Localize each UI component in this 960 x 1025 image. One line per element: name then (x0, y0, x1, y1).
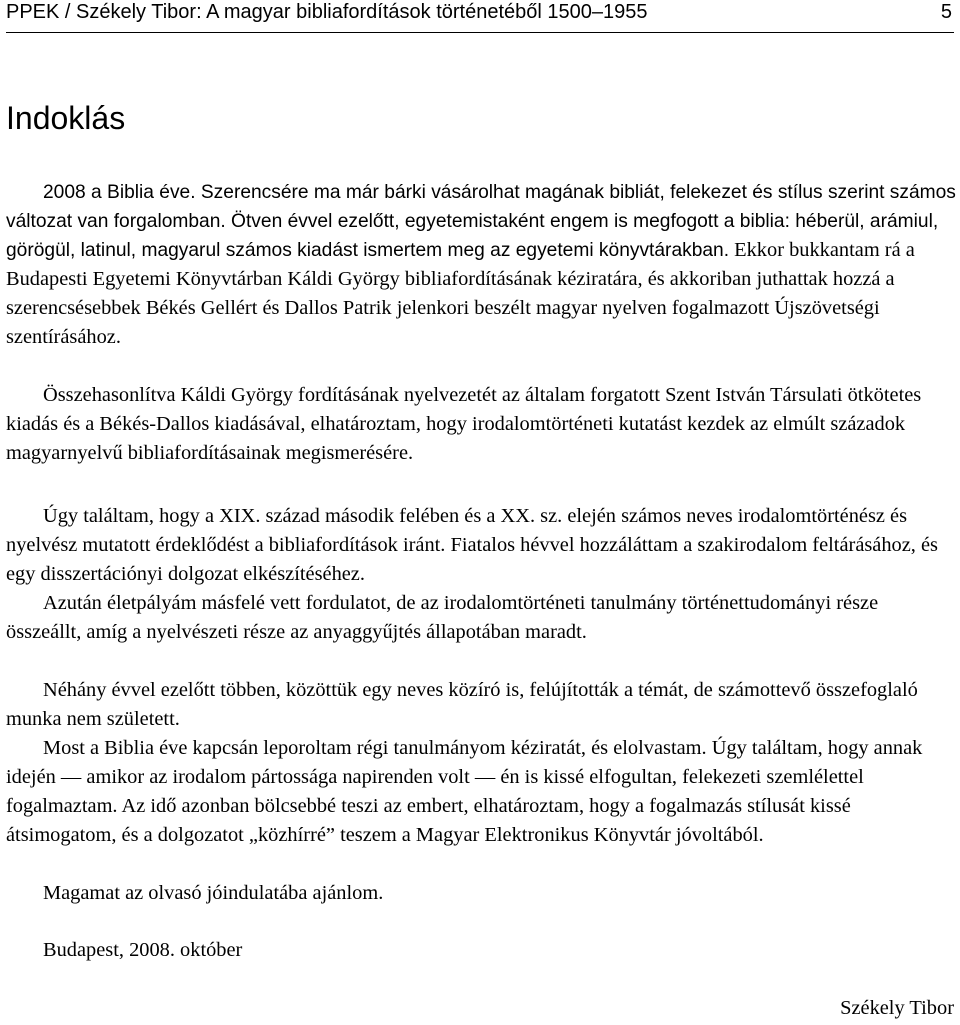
paragraph-7: Magamat az olvasó jóindulatába ajánlom. (43, 882, 384, 904)
paragraph-1-sans-text: 2008 a Biblia éve. Szerencsére ma már bárki vásárolhat magának bibliát, felekezet és stílus szerint számos változat van forgalomban. Ötven évvel ezelőtt, egyetemistaként engem is megfogott a biblia: héberül, arámiul, görögül, latinul, magyarul számos kiadást ismertem meg az egyetemi könyvtárakban. (6, 182, 956, 261)
paragraph-1-serif-text: Ekkor bukkantam rá a Budapesti Egyetemi Könyvtárban Káldi György bibliafordításának kéziratára, és akkoriban juthattak hozzá a szerencsésebbek Békés Gellért és Dallos Patrik jelenkori beszélt magyar nyelven fogalmazott Újszövetségi szentírásához. (6, 239, 915, 348)
header-title: PPEK / Székely Tibor: A magyar bibliafordítások történetéből 1500–1955 (6, 1, 648, 23)
author-signature: Székely Tibor (840, 997, 954, 1019)
paragraph-1 (6, 178, 956, 352)
running-header (6, 0, 954, 33)
dateline: Budapest, 2008. október (43, 939, 243, 961)
paragraph-2: Összehasonlítva Káldi György fordításának nyelvezetét az általam forgatott Szent István Társulati ötkötetes kiadás és a Békés-Dallos kiadásával, elhatároztam, hogy irodalomtörténeti kutatást kezdek az elmúlt századok magyarnyelvű bibliafordításainak megismerésére. (6, 384, 922, 464)
paragraph-3: Úgy találtam, hogy a XIX. század második felében és a XX. sz. elején számos neves irodalomtörténész és nyelvész mutatott érdeklődést a bibliafordítások iránt. Fiatalos hévvel hozzáláttam a szakirodalom feltárásához, és egy disszertációnyi dolgozat elkészítéséhez. (6, 505, 938, 585)
paragraph-6: Most a Biblia éve kapcsán leporoltam régi tanulmányom kéziratát, és elolvastam. Úgy találtam, hogy annak idején — amikor az irodalom pártossága napirenden volt — én is kissé elfogultan, felekezeti szemlélettel fogalmaztam. Az idő azonban bölcsebbé teszi az embert, elhatároztam, hogy a fogalmazás stílusát kissé átsimogatom, és a dolgozatot „közhírré” teszem a Magyar Elektronikus Könyvtár jóvoltából. (6, 737, 923, 846)
paragraph-4: Azután életpályám másfelé vett fordulatot, de az irodalomtörténeti tanulmány történettudományi része összeállt, amíg a nyelvészeti része az anyaggyűjtés állapotában maradt. (6, 592, 879, 643)
page-number: 5 (940, 1, 952, 23)
paragraph-5: Néhány évvel ezelőtt többen, közöttük egy neves közíró is, felújították a témát, de számottevő összefoglaló munka nem született. (6, 679, 918, 730)
section-heading: Indoklás (6, 100, 126, 136)
